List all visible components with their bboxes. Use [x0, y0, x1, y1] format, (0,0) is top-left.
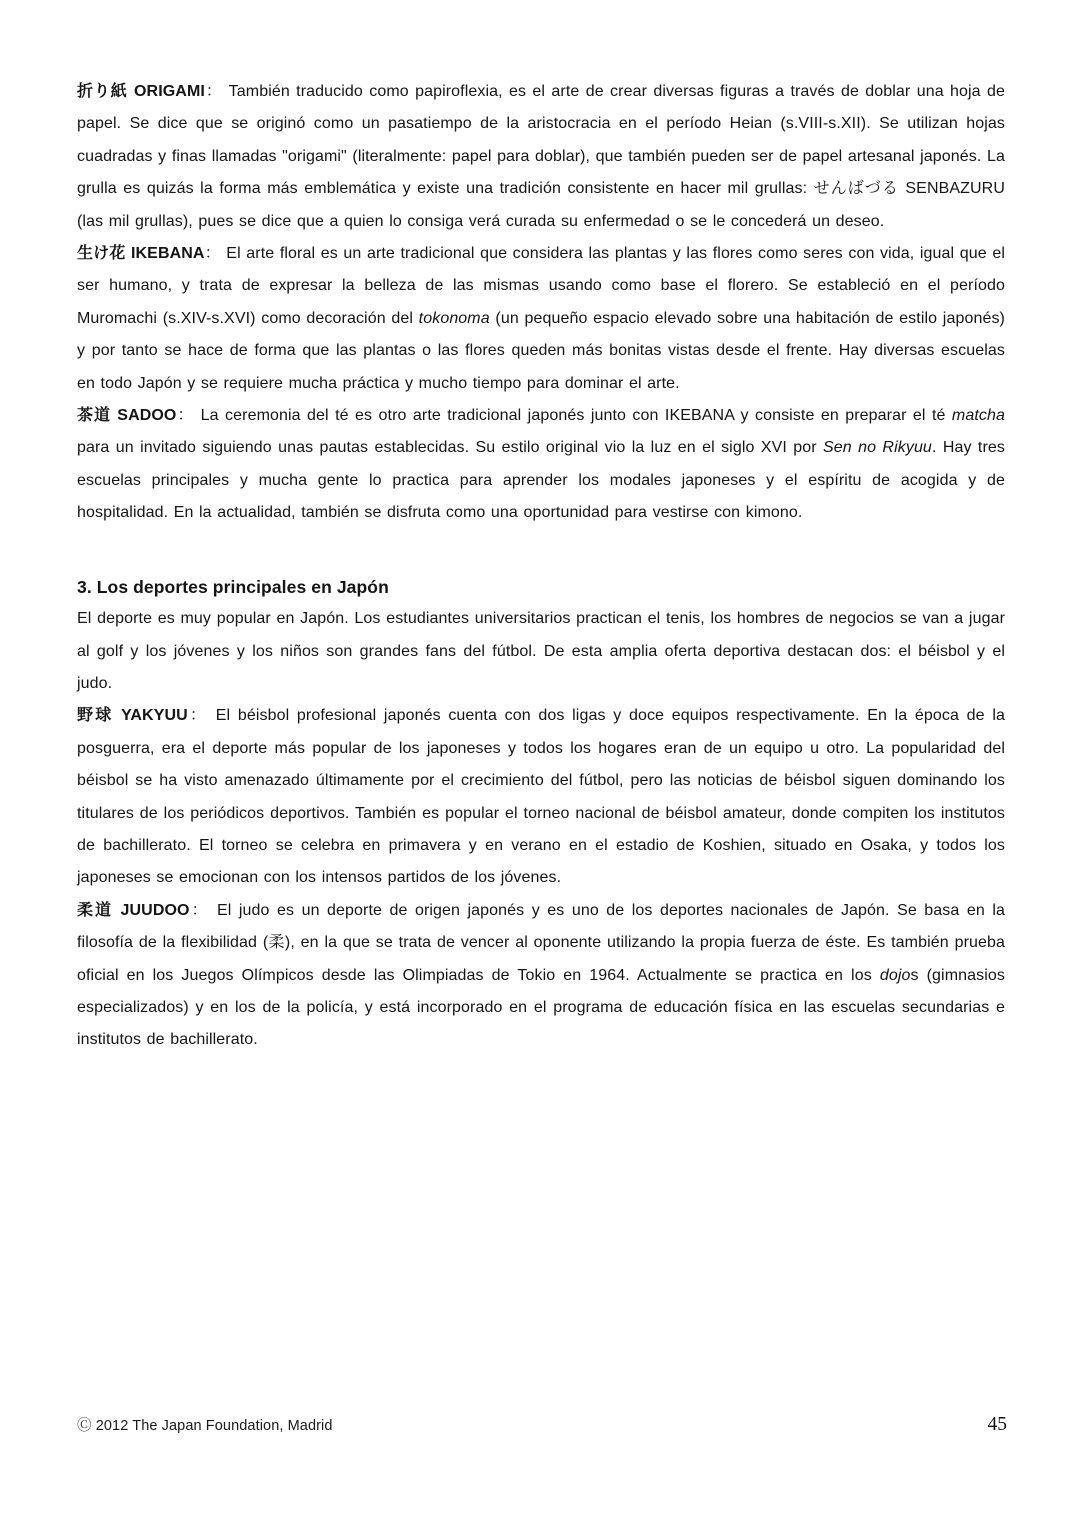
- paragraph-sadoo: 茶道 SADOO： La ceremonia del té es otro arte tradicional japonés junto con IKEBANA y consiste en preparar el té matcha para un invitado siguiendo unas pautas establecidas. Su estilo original vio la luz en el siglo XVI por Sen no Rikyuu. Hay tres escuelas principales y mucha gente lo practica para aprender los modales japoneses y el espíritu de acogida y de hospitalidad. En la actualidad, también se disfruta como una oportunidad para vestirse con kimono.: [77, 407, 1005, 522]
- paragraph-sports-intro: El deporte es muy popular en Japón. Los estudiantes universitarios practican el tenis, los hombres de negocios se van a jugar al golf y los jóvenes y los niños son grandes fans del fútbol. De esta amplia oferta deportiva destacan dos: el béisbol y el judo.: [77, 610, 1005, 692]
- paragraph-ikebana: 生け花 IKEBANA： El arte floral es un arte tradicional que considera las plantas y las flores como seres con vida, igual que el ser humano, y trata de expresar la belleza de las mismas usando como base el florero. Se estableció en el período Muromachi (s.XIV-s.XVI) como decoración del tokonoma (un pequeño espacio elevado sobre una habitación de estilo japonés) y por tanto se hace de forma que las plantas o las flores queden más bonitas vistas desde el frente. Hay diversas escuelas en todo Japón y se requiere mucha práctica y mucho tiempo para dominar el arte.: [77, 245, 1005, 392]
- page-number: 45: [987, 1414, 1007, 1435]
- page-footer: [77, 1414, 1007, 1436]
- paragraph-yakyuu: 野球 YAKYUU： El béisbol profesional japonés cuenta con dos ligas y doce equipos respectivamente. En la época de la posguerra, era el deporte más popular de los japoneses y todos los hogares eran de un equipo u otro. La popularidad del béisbol se ha visto amenazado últimamente por el crecimiento del fútbol, pero las noticias de béisbol siguen dominando los titulares de los periódicos deportivos. También es popular el torneo nacional de béisbol amateur, donde compiten los institutos de bachillerato. El torneo se celebra en primavera y en verano en el estadio de Koshien, situado en Osaka, y todos los japoneses se emocionan con los intensos partidos de los jóvenes.: [77, 707, 1005, 887]
- section-heading-sports: 3. Los deportes principales en Japón: [77, 576, 389, 597]
- paragraph-juudoo: 柔道 JUUDOO： El judo es un deporte de origen japonés y es uno de los deportes nacionales de Japón. Se basa en la filosofía de la flexibilidad (柔), en la que se trata de vencer al oponente utilizando la propia fuerza de éste. Es también prueba oficial en los Juegos Olímpicos desde las Olimpiadas de Tokio en 1964. Actualmente se practica en los dojos (gimnasios especializados) y en los de la policía, y está incorporado en el programa de educación física en las escuelas secundarias e institutos de bachillerato.: [77, 901, 1005, 1049]
- paragraph-origami: 折り紙 ORIGAMI： También traducido como papiroflexia, es el arte de crear diversas figuras a través de doblar una hoja de papel. Se dice que se originó como un pasatiempo de la aristocracia en el período Heian (s.VIII-s.XII). Se utilizan hojas cuadradas y finas llamadas "origami" (literalmente: papel para doblar), que también pueden ser de papel artesanal japonés. La grulla es quizás la forma más emblemática y existe una tradición consistente en hacer mil grullas: せんばづる SENBAZURU (las mil grullas), pues se dice que a quien lo consiga verá curada su enfermedad o se le concederá un deseo.: [77, 83, 1006, 230]
- copyright-notice: Ⓒ 2012 The Japan Foundation, Madrid: [77, 1418, 333, 1434]
- text-column: [77, 76, 1005, 1057]
